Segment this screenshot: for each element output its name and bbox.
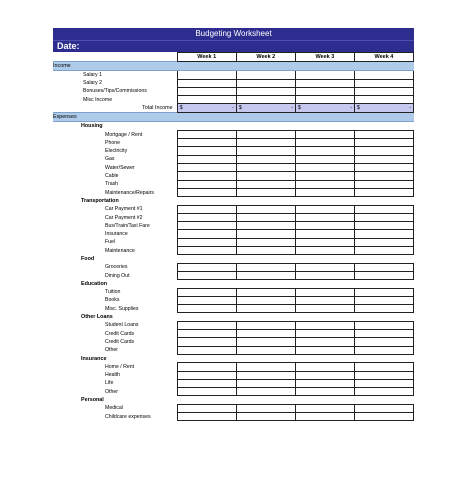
expense-row bbox=[53, 188, 414, 196]
total-value: - bbox=[231, 105, 234, 112]
week-4-cell[interactable] bbox=[354, 79, 413, 87]
week-4-cell[interactable] bbox=[354, 230, 413, 238]
row-label: Other bbox=[105, 388, 118, 395]
empty-cell bbox=[295, 197, 354, 205]
week-4-cell[interactable] bbox=[354, 164, 413, 172]
expense-row bbox=[53, 288, 414, 296]
week-3-cell[interactable] bbox=[295, 147, 354, 155]
row-label: Maintenance bbox=[105, 247, 135, 254]
week-1-cell[interactable] bbox=[177, 404, 236, 412]
week-2-cell[interactable] bbox=[236, 155, 295, 163]
week-3-cell[interactable] bbox=[295, 180, 354, 188]
row-label: Student Loans bbox=[105, 322, 139, 329]
row-label: Mortgage / Rent bbox=[105, 131, 143, 138]
week-2-cell[interactable] bbox=[236, 379, 295, 387]
week-3-cell[interactable] bbox=[295, 379, 354, 387]
empty-cell bbox=[236, 396, 295, 404]
week-1-cell[interactable] bbox=[177, 147, 236, 155]
row-label: Home / Rent bbox=[105, 363, 135, 370]
week-3-cell[interactable] bbox=[295, 263, 354, 271]
week-2-cell[interactable] bbox=[236, 321, 295, 329]
expense-row bbox=[53, 371, 414, 379]
empty-cell bbox=[354, 122, 413, 131]
week-2-cell: Week 2 bbox=[236, 53, 295, 62]
week-3-cell: Week 3 bbox=[295, 53, 354, 62]
week-1-cell[interactable] bbox=[177, 412, 236, 420]
week-4-cell[interactable] bbox=[354, 404, 413, 412]
category-header bbox=[53, 396, 414, 404]
week-2-cell[interactable] bbox=[236, 271, 295, 279]
week-4-cell[interactable] bbox=[354, 247, 413, 255]
week-1-cell bbox=[177, 104, 236, 113]
week-3-cell[interactable] bbox=[295, 363, 354, 371]
week-4-cell[interactable] bbox=[354, 330, 413, 338]
week-2-cell[interactable] bbox=[236, 96, 295, 104]
row-label: Transportation bbox=[81, 197, 119, 204]
row-label: Bonuses/Tips/Commissions bbox=[83, 88, 147, 95]
expense-row bbox=[53, 363, 414, 371]
empty-cell bbox=[354, 354, 413, 362]
week-3-cell[interactable] bbox=[295, 87, 354, 95]
week-4-cell[interactable] bbox=[354, 87, 413, 95]
week-2-cell[interactable] bbox=[236, 147, 295, 155]
row-label: Books bbox=[105, 297, 120, 304]
week-4-cell[interactable] bbox=[354, 139, 413, 147]
currency-symbol: $ bbox=[179, 105, 183, 112]
week-2-cell[interactable] bbox=[236, 346, 295, 354]
empty-cell bbox=[177, 197, 236, 205]
expense-row bbox=[53, 247, 414, 255]
week-4-cell[interactable] bbox=[354, 346, 413, 354]
week-1-cell[interactable] bbox=[177, 296, 236, 304]
expense-row bbox=[53, 164, 414, 172]
week-2-cell[interactable] bbox=[236, 371, 295, 379]
week-2-cell[interactable] bbox=[236, 388, 295, 396]
expense-row bbox=[53, 155, 414, 163]
row-label: Other bbox=[105, 347, 118, 354]
week-2-cell[interactable] bbox=[236, 130, 295, 138]
empty-cell bbox=[236, 313, 295, 321]
row-label: Food bbox=[81, 255, 95, 262]
row-label: Salary 2 bbox=[83, 80, 103, 87]
week-4-cell[interactable] bbox=[354, 412, 413, 420]
week-1-cell[interactable] bbox=[177, 155, 236, 163]
week-2-cell[interactable] bbox=[236, 71, 295, 80]
week-4-cell[interactable] bbox=[354, 147, 413, 155]
row-label: Gas bbox=[105, 156, 115, 163]
week-4-cell[interactable] bbox=[354, 96, 413, 104]
row-label: Groceries bbox=[105, 264, 128, 271]
week-3-cell[interactable] bbox=[295, 96, 354, 104]
week-3-cell[interactable] bbox=[295, 371, 354, 379]
week-2-cell[interactable] bbox=[236, 238, 295, 246]
week-2-cell bbox=[236, 104, 295, 113]
section-income bbox=[53, 62, 414, 71]
week-1-cell[interactable] bbox=[177, 330, 236, 338]
week-1-cell[interactable] bbox=[177, 238, 236, 246]
week-2-cell[interactable] bbox=[236, 412, 295, 420]
expense-row bbox=[53, 147, 414, 155]
week-4-cell[interactable] bbox=[354, 288, 413, 296]
week-3-cell[interactable] bbox=[295, 404, 354, 412]
row-label: Housing bbox=[81, 123, 103, 130]
week-3-cell[interactable] bbox=[295, 321, 354, 329]
week-2-cell[interactable] bbox=[236, 87, 295, 95]
row-label: Insurance bbox=[105, 231, 128, 238]
income-row bbox=[53, 96, 414, 104]
week-3-cell[interactable] bbox=[295, 330, 354, 338]
week-4-cell: Week 4 bbox=[354, 53, 413, 62]
row-label: Dining Out bbox=[105, 272, 130, 279]
week-1-cell[interactable] bbox=[177, 271, 236, 279]
week-4-cell[interactable] bbox=[354, 371, 413, 379]
week-1-cell[interactable] bbox=[177, 263, 236, 271]
week-2-cell[interactable] bbox=[236, 205, 295, 213]
week-3-cell bbox=[295, 104, 354, 113]
total-value: - bbox=[409, 105, 411, 112]
row-label: Health bbox=[105, 372, 120, 379]
week-1-cell[interactable] bbox=[177, 379, 236, 387]
row-label: Credit Cards bbox=[105, 338, 135, 345]
week-1-cell[interactable] bbox=[177, 139, 236, 147]
week-4-cell[interactable] bbox=[354, 238, 413, 246]
week-1-cell bbox=[177, 62, 236, 71]
row-label: Misc. Supplies bbox=[105, 305, 139, 312]
empty-cell bbox=[295, 313, 354, 321]
week-2-cell[interactable] bbox=[236, 296, 295, 304]
empty-cell bbox=[354, 255, 413, 263]
week-2-cell bbox=[236, 62, 295, 71]
expense-row bbox=[53, 271, 414, 279]
row-label: Bus/Train/Taxi Fare bbox=[105, 222, 150, 229]
week-4-cell bbox=[354, 113, 413, 122]
expense-row bbox=[53, 330, 414, 338]
week-1-cell[interactable] bbox=[177, 180, 236, 188]
week-4-cell[interactable] bbox=[354, 296, 413, 304]
row-label: Medical bbox=[105, 405, 123, 412]
week-4-cell[interactable] bbox=[354, 271, 413, 279]
worksheet-title: Budgeting Worksheet bbox=[53, 28, 414, 40]
week-1-cell: Week 1 bbox=[177, 53, 236, 62]
currency-symbol: $ bbox=[356, 105, 360, 112]
row-label: Electricity bbox=[105, 148, 128, 155]
empty-cell bbox=[177, 122, 236, 131]
empty-cell bbox=[177, 313, 236, 321]
expense-row bbox=[53, 205, 414, 213]
expense-row bbox=[53, 172, 414, 180]
week-3-cell[interactable] bbox=[295, 230, 354, 238]
week-2-cell bbox=[236, 113, 295, 122]
row-label: Other Loans bbox=[81, 314, 113, 321]
expense-row bbox=[53, 404, 414, 412]
week-4-cell[interactable] bbox=[354, 305, 413, 313]
week-2-cell[interactable] bbox=[236, 338, 295, 346]
week-2-cell[interactable] bbox=[236, 247, 295, 255]
week-2-cell[interactable] bbox=[236, 404, 295, 412]
week-4-cell[interactable] bbox=[354, 155, 413, 163]
income-row bbox=[53, 79, 414, 87]
empty-cell bbox=[295, 396, 354, 404]
week-2-cell[interactable] bbox=[236, 172, 295, 180]
week-1-cell bbox=[177, 113, 236, 122]
category-header bbox=[53, 255, 414, 263]
empty-cell bbox=[295, 255, 354, 263]
empty-cell bbox=[354, 396, 413, 404]
row-label: Trash bbox=[105, 181, 119, 188]
week-1-cell[interactable] bbox=[177, 164, 236, 172]
empty-cell bbox=[236, 280, 295, 288]
week-1-cell[interactable] bbox=[177, 363, 236, 371]
row-label: Personal bbox=[81, 397, 104, 404]
category-header bbox=[53, 313, 414, 321]
week-2-cell[interactable] bbox=[236, 263, 295, 271]
week-1-cell[interactable] bbox=[177, 247, 236, 255]
week-2-cell[interactable] bbox=[236, 180, 295, 188]
week-4-cell[interactable] bbox=[354, 263, 413, 271]
row-label: Phone bbox=[105, 139, 121, 146]
week-3-cell[interactable] bbox=[295, 412, 354, 420]
total-income-row bbox=[53, 104, 414, 113]
week-3-cell[interactable] bbox=[295, 288, 354, 296]
expense-row bbox=[53, 305, 414, 313]
expense-row bbox=[53, 222, 414, 230]
currency-symbol: $ bbox=[297, 105, 301, 112]
week-4-cell[interactable] bbox=[354, 130, 413, 138]
week-4-cell[interactable] bbox=[354, 188, 413, 196]
week-1-cell[interactable] bbox=[177, 321, 236, 329]
week-4-cell[interactable] bbox=[354, 213, 413, 221]
week-4-cell bbox=[354, 62, 413, 71]
row-label: Misc Income bbox=[83, 96, 113, 103]
row-label: Fuel bbox=[105, 239, 116, 246]
row-label bbox=[53, 53, 177, 62]
week-2-cell[interactable] bbox=[236, 330, 295, 338]
week-3-cell[interactable] bbox=[295, 238, 354, 246]
week-1-cell[interactable] bbox=[177, 305, 236, 313]
week-3-cell[interactable] bbox=[295, 247, 354, 255]
income-row bbox=[53, 71, 414, 80]
total-value: - bbox=[350, 105, 352, 112]
expense-row bbox=[53, 321, 414, 329]
week-4-cell[interactable] bbox=[354, 172, 413, 180]
week-4-cell[interactable] bbox=[354, 338, 413, 346]
week-2-cell[interactable] bbox=[236, 288, 295, 296]
week-4-cell[interactable] bbox=[354, 321, 413, 329]
week-3-cell[interactable] bbox=[295, 164, 354, 172]
income-row bbox=[53, 87, 414, 95]
week-1-cell[interactable] bbox=[177, 87, 236, 95]
category-header bbox=[53, 354, 414, 362]
week-3-cell[interactable] bbox=[295, 130, 354, 138]
week-3-cell[interactable] bbox=[295, 296, 354, 304]
week-4-cell[interactable] bbox=[354, 363, 413, 371]
empty-cell bbox=[295, 280, 354, 288]
row-label: Income bbox=[53, 62, 177, 71]
empty-cell bbox=[177, 354, 236, 362]
week-4-cell bbox=[354, 104, 413, 113]
empty-cell bbox=[236, 197, 295, 205]
row-label: Total Income bbox=[142, 105, 173, 112]
week-1-cell[interactable] bbox=[177, 346, 236, 354]
week-3-cell[interactable] bbox=[295, 271, 354, 279]
week-3-cell[interactable] bbox=[295, 213, 354, 221]
expense-row bbox=[53, 346, 414, 354]
week-3-cell[interactable] bbox=[295, 172, 354, 180]
week-3-cell bbox=[295, 62, 354, 71]
week-4-cell[interactable] bbox=[354, 205, 413, 213]
row-label: Car Payment #2 bbox=[105, 214, 143, 221]
row-label: Cable bbox=[105, 173, 119, 180]
category-header bbox=[53, 280, 414, 288]
expense-row bbox=[53, 180, 414, 188]
week-1-cell[interactable] bbox=[177, 222, 236, 230]
week-3-cell[interactable] bbox=[295, 139, 354, 147]
category-header bbox=[53, 197, 414, 205]
empty-cell bbox=[177, 396, 236, 404]
week-1-cell[interactable] bbox=[177, 338, 236, 346]
week-2-cell[interactable] bbox=[236, 230, 295, 238]
row-label: Maintenance/Repairs bbox=[105, 189, 155, 196]
week-1-cell[interactable] bbox=[177, 213, 236, 221]
row-label: Credit Cards bbox=[105, 330, 135, 337]
empty-cell bbox=[236, 354, 295, 362]
week-3-cell[interactable] bbox=[295, 305, 354, 313]
week-3-cell[interactable] bbox=[295, 205, 354, 213]
week-2-cell[interactable] bbox=[236, 213, 295, 221]
row-label: Education bbox=[81, 280, 108, 287]
week-2-cell[interactable] bbox=[236, 188, 295, 196]
week-3-cell bbox=[295, 113, 354, 122]
empty-cell bbox=[295, 354, 354, 362]
week-1-cell[interactable] bbox=[177, 96, 236, 104]
empty-cell bbox=[236, 122, 295, 131]
week-2-cell[interactable] bbox=[236, 305, 295, 313]
week-4-cell[interactable] bbox=[354, 379, 413, 387]
week-2-cell[interactable] bbox=[236, 164, 295, 172]
date-label: Date: bbox=[53, 40, 414, 52]
expense-row bbox=[53, 238, 414, 246]
week-1-cell[interactable] bbox=[177, 71, 236, 80]
expense-row bbox=[53, 213, 414, 221]
row-label: Water/Sewer bbox=[105, 164, 135, 171]
week-header-row bbox=[53, 53, 414, 62]
week-3-cell[interactable] bbox=[295, 222, 354, 230]
expense-row bbox=[53, 412, 414, 420]
currency-symbol: $ bbox=[238, 105, 242, 112]
empty-cell bbox=[236, 255, 295, 263]
week-4-cell[interactable] bbox=[354, 71, 413, 80]
expense-row bbox=[53, 139, 414, 147]
empty-cell bbox=[177, 280, 236, 288]
week-3-cell[interactable] bbox=[295, 338, 354, 346]
row-label: Expenses bbox=[53, 113, 177, 122]
week-3-cell[interactable] bbox=[295, 388, 354, 396]
week-2-cell[interactable] bbox=[236, 222, 295, 230]
week-1-cell[interactable] bbox=[177, 205, 236, 213]
empty-cell bbox=[354, 313, 413, 321]
week-4-cell[interactable] bbox=[354, 222, 413, 230]
row-label: Insurance bbox=[81, 355, 107, 362]
week-1-cell[interactable] bbox=[177, 230, 236, 238]
expense-row bbox=[53, 230, 414, 238]
expense-row bbox=[53, 130, 414, 138]
section-expenses bbox=[53, 113, 414, 122]
expense-row bbox=[53, 379, 414, 387]
row-label: Tuition bbox=[105, 289, 121, 296]
week-1-cell[interactable] bbox=[177, 188, 236, 196]
budget-table bbox=[53, 52, 414, 421]
week-3-cell[interactable] bbox=[295, 188, 354, 196]
row-label: Car Payment #1 bbox=[105, 206, 143, 213]
week-1-cell[interactable] bbox=[177, 79, 236, 87]
expense-row bbox=[53, 296, 414, 304]
week-2-cell[interactable] bbox=[236, 363, 295, 371]
week-3-cell[interactable] bbox=[295, 155, 354, 163]
row-label: Salary 1 bbox=[83, 72, 103, 78]
week-3-cell[interactable] bbox=[295, 79, 354, 87]
expense-row bbox=[53, 263, 414, 271]
empty-cell bbox=[354, 197, 413, 205]
budget-worksheet bbox=[53, 28, 414, 421]
empty-cell bbox=[295, 122, 354, 131]
week-1-cell[interactable] bbox=[177, 130, 236, 138]
empty-cell bbox=[177, 255, 236, 263]
week-3-cell[interactable] bbox=[295, 346, 354, 354]
week-2-cell[interactable] bbox=[236, 139, 295, 147]
expense-row bbox=[53, 388, 414, 396]
empty-cell bbox=[354, 280, 413, 288]
week-2-cell[interactable] bbox=[236, 79, 295, 87]
week-3-cell[interactable] bbox=[295, 71, 354, 80]
category-header bbox=[53, 122, 414, 131]
week-1-cell[interactable] bbox=[177, 371, 236, 379]
total-value: - bbox=[291, 105, 293, 112]
week-1-cell[interactable] bbox=[177, 388, 236, 396]
row-label: Life bbox=[105, 380, 114, 387]
week-1-cell[interactable] bbox=[177, 288, 236, 296]
week-1-cell[interactable] bbox=[177, 172, 236, 180]
expense-row bbox=[53, 338, 414, 346]
week-4-cell[interactable] bbox=[354, 388, 413, 396]
row-label: Childcare expenses bbox=[105, 413, 151, 420]
week-4-cell[interactable] bbox=[354, 180, 413, 188]
